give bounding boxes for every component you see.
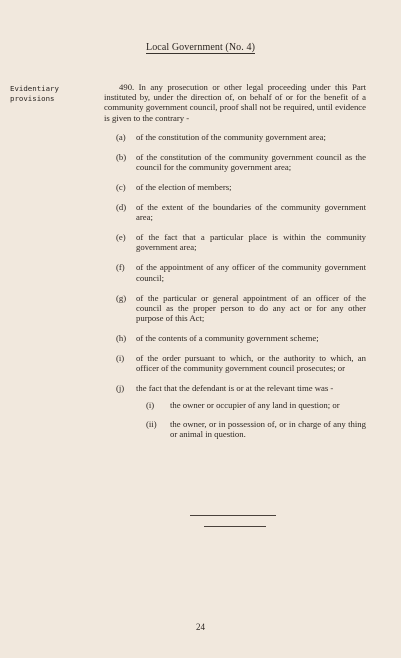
list-item [104,152,366,172]
item-label: (h) [116,333,127,344]
section-intro: 490. In any prosecution or other legal proceeding under this Part instituted by, under the direction of, on behalf of or for the benefit of a community government council, proof shall not be required, until evidence is given to the contrary - [104,82,366,123]
end-rule-upper [190,515,276,516]
item-label: (c) [116,182,126,193]
item-text: the fact that the defendant is or at the relevant time was - [136,383,334,394]
list-item [104,182,366,192]
section-body [104,82,366,458]
item-label: (j) [116,383,125,394]
item-text: of the appointment of any officer of the community government council; [136,262,366,283]
list-item [104,293,366,324]
item-label: (g) [116,292,127,303]
item-text: of the particular or general appointment of an officer of the council as the proper person to do any act or for any other purpose of this Act; [136,292,366,324]
item-text: of the extent of the boundaries of the community government area; [136,202,366,223]
page-title: Local Government (No. 4) [145,42,256,53]
page-header [0,42,401,53]
item-label: (d) [116,202,127,213]
list-item [104,232,366,252]
end-rule-lower [204,526,266,527]
item-label: (e) [116,232,126,243]
page-number: 24 [196,622,205,632]
list-item [136,419,366,439]
item-label: (i) [116,353,125,364]
item-text: of the election of members; [136,182,232,193]
item-label: (a) [116,131,126,142]
item-body [136,383,366,448]
margin-note [10,84,90,104]
margin-note-line-2: provisions [10,94,55,104]
item-text: of the constitution of the community government council as the council for the community government area; [136,151,366,173]
item-label: (b) [116,151,127,162]
item-text: of the constitution of the community government area; [136,131,326,142]
list-item [104,353,366,373]
paragraph-list [104,132,366,448]
item-label: (f) [116,262,125,273]
item-text: of the order pursuant to which, or the authority to which, an officer of the community government council prosecutes; or [136,353,366,374]
list-item [104,202,366,222]
list-item [104,132,366,142]
list-item [136,400,366,410]
subparagraph-list [136,400,366,439]
margin-note-line-1: Evidentiary [10,84,59,93]
item-text: of the fact that a particular place is within the community government area; [136,232,366,253]
list-item [104,262,366,282]
subitem-label: (i) [146,400,155,411]
list-item [104,383,366,448]
subitem-text: the owner, or in possession of, or in charge of any thing or animal in question. [170,419,366,440]
subitem-text: the owner or occupier of any land in question; or [170,400,340,411]
item-text: of the contents of a community government scheme; [136,333,319,344]
list-item [104,333,366,343]
subitem-label: (ii) [146,419,157,430]
